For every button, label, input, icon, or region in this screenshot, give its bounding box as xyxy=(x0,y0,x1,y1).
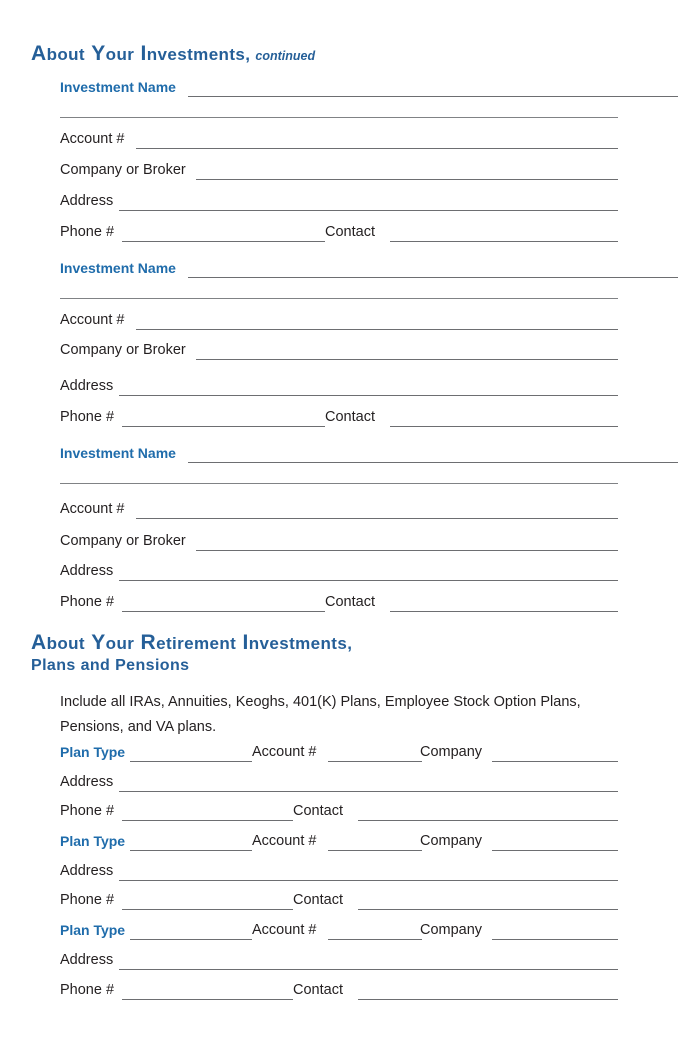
account-number-input[interactable] xyxy=(136,148,618,149)
contact-input[interactable] xyxy=(358,999,618,1000)
heading-word-rest: etirement xyxy=(156,634,237,653)
heading-word: R xyxy=(140,631,157,654)
investment-name-label: Investment Name xyxy=(60,79,176,95)
contact-input[interactable] xyxy=(358,909,618,910)
section-heading-investments xyxy=(31,42,315,66)
company-label: Company xyxy=(420,833,483,849)
investment-name-continuation-row[interactable] xyxy=(60,98,618,120)
phone-number-label: Phone # xyxy=(60,892,115,908)
heading-word: A xyxy=(31,631,47,654)
account-number-label: Account # xyxy=(60,312,125,328)
contact-label: Contact xyxy=(293,982,343,998)
investment-name-label: Investment Name xyxy=(60,445,176,461)
address-row[interactable] xyxy=(60,772,618,794)
company-or-broker-input[interactable] xyxy=(196,359,618,360)
heading-word-rest: nd xyxy=(89,657,111,674)
address-row[interactable] xyxy=(60,950,618,972)
heading-word-rest: nvestments, xyxy=(146,45,251,64)
address-label: Address xyxy=(60,774,114,790)
heading-word-rest: lans xyxy=(42,657,76,674)
company-or-broker-row[interactable] xyxy=(60,340,618,362)
address-row[interactable] xyxy=(60,861,618,883)
company-or-broker-input[interactable] xyxy=(196,179,618,180)
phone-number-input[interactable] xyxy=(122,909,293,910)
heading-word: a xyxy=(80,657,90,674)
investment-name-input[interactable] xyxy=(188,462,678,463)
plan-type-label: Plan Type xyxy=(60,922,126,938)
phone-contact-row[interactable] xyxy=(60,592,618,614)
investment-name-label: Investment Name xyxy=(60,260,176,276)
contact-input[interactable] xyxy=(390,241,618,242)
plan-type-input[interactable] xyxy=(130,939,252,940)
company-input[interactable] xyxy=(492,850,618,851)
heading-word: P xyxy=(31,657,43,674)
phone-number-label: Phone # xyxy=(60,594,115,610)
contact-label: Contact xyxy=(293,803,343,819)
contact-label: Contact xyxy=(325,594,375,610)
investment-name-continuation-input[interactable] xyxy=(60,117,618,118)
phone-contact-row[interactable] xyxy=(60,407,618,429)
investment-name-continuation-input[interactable] xyxy=(60,483,618,484)
address-label: Address xyxy=(60,952,114,968)
contact-input[interactable] xyxy=(390,426,618,427)
address-row[interactable] xyxy=(60,561,618,583)
contact-input[interactable] xyxy=(390,611,618,612)
account-number-label: Account # xyxy=(60,501,125,517)
phone-contact-row[interactable] xyxy=(60,222,618,244)
company-or-broker-label: Company or Broker xyxy=(60,533,186,549)
investment-name-row[interactable] xyxy=(60,258,618,280)
heading-word-rest: nvestments, xyxy=(248,634,353,653)
phone-number-label: Phone # xyxy=(60,224,115,240)
investment-name-input[interactable] xyxy=(188,96,678,97)
account-number-input[interactable] xyxy=(136,518,618,519)
address-input[interactable] xyxy=(119,969,618,970)
heading-word: P xyxy=(115,657,127,674)
account-number-input[interactable] xyxy=(328,939,422,940)
plan-type-row[interactable] xyxy=(60,831,618,853)
phone-number-input[interactable] xyxy=(122,426,325,427)
address-input[interactable] xyxy=(119,580,618,581)
phone-contact-row[interactable] xyxy=(60,890,618,912)
heading-word: A xyxy=(31,42,47,65)
heading-word-rest: our xyxy=(105,45,135,64)
phone-number-label: Phone # xyxy=(60,409,115,425)
account-number-input[interactable] xyxy=(136,329,618,330)
account-number-label: Account # xyxy=(252,922,317,938)
heading-word: I xyxy=(140,42,147,65)
retirement-instructions: Include all IRAs, Annuities, Keoghs, 401(K) Plans, Employee Stock Option Plans, Pensions, and VA plans. xyxy=(60,694,581,735)
plan-type-input[interactable] xyxy=(130,761,252,762)
company-label: Company xyxy=(420,744,483,760)
company-label: Company xyxy=(420,922,483,938)
address-label: Address xyxy=(60,863,114,879)
investment-name-continuation-input[interactable] xyxy=(60,298,618,299)
account-number-row[interactable] xyxy=(60,310,618,332)
heading-word: Y xyxy=(91,42,106,65)
contact-label: Contact xyxy=(325,409,375,425)
section-heading-retirement-line1 xyxy=(31,631,352,655)
plan-type-label: Plan Type xyxy=(60,833,126,849)
investment-name-continuation-row[interactable] xyxy=(60,464,618,486)
plan-type-input[interactable] xyxy=(130,850,252,851)
contact-label: Contact xyxy=(293,892,343,908)
company-or-broker-row[interactable] xyxy=(60,531,618,553)
account-number-label: Account # xyxy=(252,744,317,760)
phone-number-label: Phone # xyxy=(60,803,115,819)
plan-type-label: Plan Type xyxy=(60,744,126,760)
address-input[interactable] xyxy=(119,395,618,396)
address-label: Address xyxy=(60,378,114,394)
phone-number-input[interactable] xyxy=(122,241,325,242)
heading-word-rest: bout xyxy=(46,45,85,64)
heading-word-rest: bout xyxy=(46,634,85,653)
address-input[interactable] xyxy=(119,880,618,881)
phone-number-input[interactable] xyxy=(122,820,293,821)
contact-input[interactable] xyxy=(358,820,618,821)
heading-word: Y xyxy=(91,631,106,654)
investment-name-input[interactable] xyxy=(188,277,678,278)
address-row[interactable] xyxy=(60,191,618,213)
phone-number-input[interactable] xyxy=(122,999,293,1000)
investment-name-row[interactable] xyxy=(60,77,618,99)
section-heading-retirement-line2 xyxy=(31,657,189,675)
plan-type-row[interactable] xyxy=(60,920,618,942)
company-input[interactable] xyxy=(492,939,618,940)
company-or-broker-row[interactable] xyxy=(60,160,618,182)
investment-name-continuation-row[interactable] xyxy=(60,279,618,301)
phone-number-label: Phone # xyxy=(60,982,115,998)
investment-name-row[interactable] xyxy=(60,443,618,465)
account-number-row[interactable] xyxy=(60,499,618,521)
phone-contact-row[interactable] xyxy=(60,801,618,823)
account-number-row[interactable] xyxy=(60,129,618,151)
company-or-broker-label: Company or Broker xyxy=(60,162,186,178)
heading-continued-note: continued xyxy=(255,49,316,63)
company-or-broker-input[interactable] xyxy=(196,550,618,551)
address-input[interactable] xyxy=(119,791,618,792)
company-or-broker-label: Company or Broker xyxy=(60,342,186,358)
account-number-label: Account # xyxy=(60,131,125,147)
address-label: Address xyxy=(60,563,114,579)
address-label: Address xyxy=(60,193,114,209)
company-input[interactable] xyxy=(492,761,618,762)
account-number-input[interactable] xyxy=(328,761,422,762)
plan-type-row[interactable] xyxy=(60,742,618,764)
address-input[interactable] xyxy=(119,210,618,211)
heading-word-rest: our xyxy=(105,634,135,653)
contact-label: Contact xyxy=(325,224,375,240)
account-number-label: Account # xyxy=(252,833,317,849)
heading-word-rest: ensions xyxy=(126,657,190,674)
account-number-input[interactable] xyxy=(328,850,422,851)
phone-contact-row[interactable] xyxy=(60,980,618,1002)
phone-number-input[interactable] xyxy=(122,611,325,612)
address-row[interactable] xyxy=(60,376,618,398)
heading-word: I xyxy=(242,631,249,654)
